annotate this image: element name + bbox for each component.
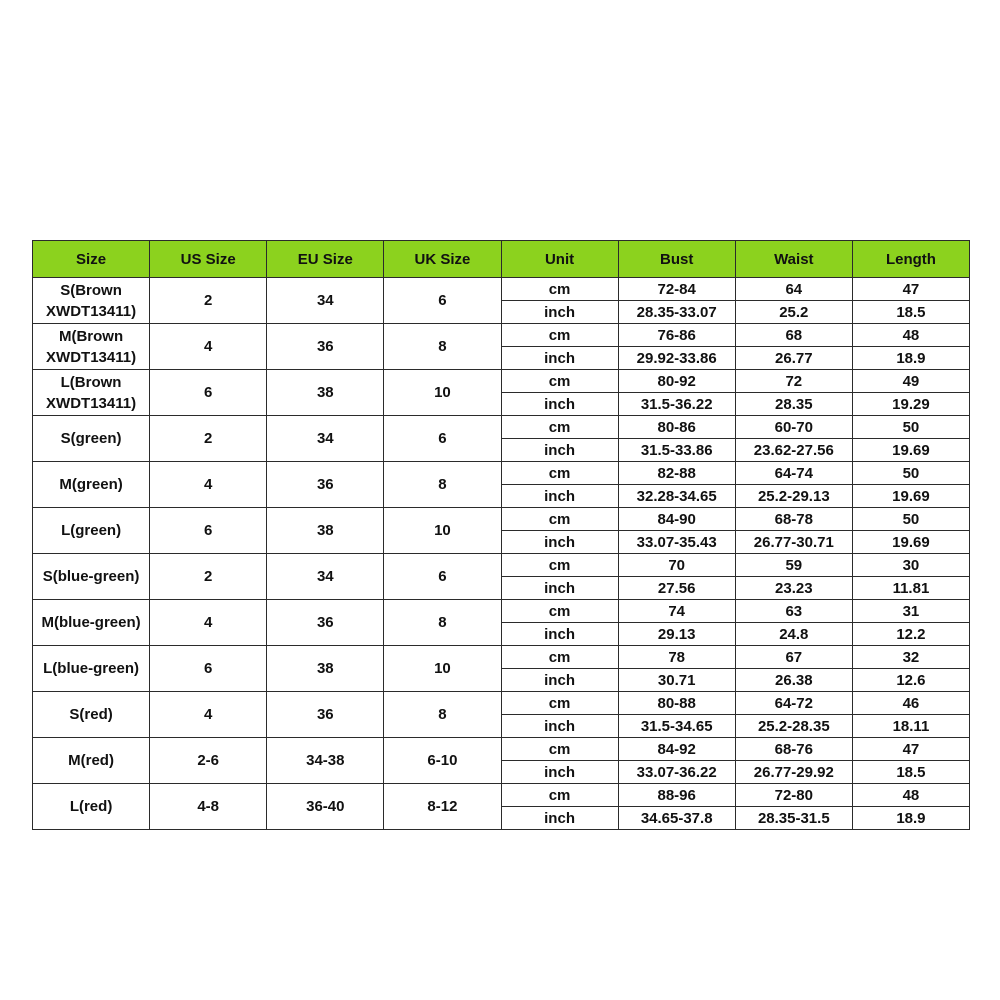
waist-cell: 68-78 (735, 508, 852, 531)
size-cell: M(Brown XWDT13411) (33, 324, 150, 370)
waist-cell: 64 (735, 278, 852, 301)
bust-cell: 76-86 (618, 324, 735, 347)
us-size-cell: 4 (150, 692, 267, 738)
unit-cell: cm (501, 508, 618, 531)
unit-cell: inch (501, 577, 618, 600)
eu-size-cell: 34-38 (267, 738, 384, 784)
bust-cell: 28.35-33.07 (618, 301, 735, 324)
length-cell: 18.11 (852, 715, 969, 738)
eu-size-cell: 34 (267, 416, 384, 462)
size-cell: L(red) (33, 784, 150, 830)
uk-size-cell: 8 (384, 462, 501, 508)
bust-cell: 70 (618, 554, 735, 577)
eu-size-cell: 36-40 (267, 784, 384, 830)
us-size-cell: 2 (150, 554, 267, 600)
header-eu-size: EU Size (267, 241, 384, 278)
unit-cell: inch (501, 669, 618, 692)
table-row (33, 324, 970, 347)
uk-size-cell: 10 (384, 646, 501, 692)
header-us-size: US Size (150, 241, 267, 278)
unit-cell: cm (501, 324, 618, 347)
uk-size-cell: 8 (384, 692, 501, 738)
length-cell: 18.9 (852, 807, 969, 830)
us-size-cell: 2-6 (150, 738, 267, 784)
unit-cell: cm (501, 462, 618, 485)
unit-cell: cm (501, 692, 618, 715)
bust-cell: 80-92 (618, 370, 735, 393)
header-unit: Unit (501, 241, 618, 278)
length-cell: 46 (852, 692, 969, 715)
bust-cell: 29.13 (618, 623, 735, 646)
waist-cell: 59 (735, 554, 852, 577)
us-size-cell: 4-8 (150, 784, 267, 830)
length-cell: 49 (852, 370, 969, 393)
size-cell: M(green) (33, 462, 150, 508)
us-size-cell: 6 (150, 646, 267, 692)
header-waist: Waist (735, 241, 852, 278)
length-cell: 18.5 (852, 761, 969, 784)
bust-cell: 31.5-33.86 (618, 439, 735, 462)
length-cell: 50 (852, 416, 969, 439)
unit-cell: cm (501, 784, 618, 807)
length-cell: 12.2 (852, 623, 969, 646)
table-row (33, 370, 970, 393)
uk-size-cell: 6 (384, 278, 501, 324)
waist-cell: 26.77-29.92 (735, 761, 852, 784)
bust-cell: 74 (618, 600, 735, 623)
unit-cell: inch (501, 715, 618, 738)
us-size-cell: 2 (150, 278, 267, 324)
uk-size-cell: 8 (384, 324, 501, 370)
length-cell: 32 (852, 646, 969, 669)
uk-size-cell: 10 (384, 508, 501, 554)
table-header (33, 241, 970, 278)
waist-cell: 72 (735, 370, 852, 393)
size-cell: S(green) (33, 416, 150, 462)
unit-cell: inch (501, 485, 618, 508)
unit-cell: inch (501, 439, 618, 462)
size-cell: L(blue-green) (33, 646, 150, 692)
bust-cell: 30.71 (618, 669, 735, 692)
waist-cell: 24.8 (735, 623, 852, 646)
eu-size-cell: 38 (267, 508, 384, 554)
unit-cell: inch (501, 347, 618, 370)
unit-cell: cm (501, 554, 618, 577)
waist-cell: 28.35-31.5 (735, 807, 852, 830)
length-cell: 18.5 (852, 301, 969, 324)
table-body (33, 278, 970, 830)
unit-cell: inch (501, 761, 618, 784)
uk-size-cell: 6-10 (384, 738, 501, 784)
bust-cell: 82-88 (618, 462, 735, 485)
header-bust: Bust (618, 241, 735, 278)
bust-cell: 34.65-37.8 (618, 807, 735, 830)
length-cell: 19.69 (852, 531, 969, 554)
waist-cell: 25.2-29.13 (735, 485, 852, 508)
bust-cell: 88-96 (618, 784, 735, 807)
waist-cell: 67 (735, 646, 852, 669)
length-cell: 18.9 (852, 347, 969, 370)
size-cell: L(green) (33, 508, 150, 554)
unit-cell: cm (501, 738, 618, 761)
uk-size-cell: 10 (384, 370, 501, 416)
size-cell: L(Brown XWDT13411) (33, 370, 150, 416)
size-cell: M(blue-green) (33, 600, 150, 646)
us-size-cell: 6 (150, 508, 267, 554)
waist-cell: 60-70 (735, 416, 852, 439)
eu-size-cell: 36 (267, 324, 384, 370)
length-cell: 19.69 (852, 485, 969, 508)
size-cell: S(Brown XWDT13411) (33, 278, 150, 324)
eu-size-cell: 34 (267, 278, 384, 324)
unit-cell: cm (501, 600, 618, 623)
length-cell: 48 (852, 784, 969, 807)
table-row (33, 462, 970, 485)
size-cell: S(blue-green) (33, 554, 150, 600)
eu-size-cell: 38 (267, 646, 384, 692)
waist-cell: 63 (735, 600, 852, 623)
unit-cell: cm (501, 278, 618, 301)
table-row (33, 646, 970, 669)
waist-cell: 26.77-30.71 (735, 531, 852, 554)
bust-cell: 31.5-34.65 (618, 715, 735, 738)
length-cell: 47 (852, 738, 969, 761)
length-cell: 31 (852, 600, 969, 623)
length-cell: 50 (852, 462, 969, 485)
waist-cell: 28.35 (735, 393, 852, 416)
header-length: Length (852, 241, 969, 278)
waist-cell: 23.62-27.56 (735, 439, 852, 462)
eu-size-cell: 36 (267, 692, 384, 738)
unit-cell: inch (501, 301, 618, 324)
bust-cell: 80-86 (618, 416, 735, 439)
uk-size-cell: 8 (384, 600, 501, 646)
us-size-cell: 4 (150, 324, 267, 370)
uk-size-cell: 6 (384, 416, 501, 462)
length-cell: 50 (852, 508, 969, 531)
bust-cell: 84-90 (618, 508, 735, 531)
bust-cell: 33.07-36.22 (618, 761, 735, 784)
table-row (33, 738, 970, 761)
length-cell: 30 (852, 554, 969, 577)
length-cell: 11.81 (852, 577, 969, 600)
length-cell: 19.69 (852, 439, 969, 462)
unit-cell: cm (501, 370, 618, 393)
table-row (33, 692, 970, 715)
waist-cell: 25.2 (735, 301, 852, 324)
unit-cell: inch (501, 807, 618, 830)
bust-cell: 29.92-33.86 (618, 347, 735, 370)
waist-cell: 72-80 (735, 784, 852, 807)
size-chart-table (32, 240, 970, 830)
eu-size-cell: 38 (267, 370, 384, 416)
table-row (33, 554, 970, 577)
bust-cell: 84-92 (618, 738, 735, 761)
us-size-cell: 2 (150, 416, 267, 462)
unit-cell: cm (501, 646, 618, 669)
bust-cell: 72-84 (618, 278, 735, 301)
eu-size-cell: 36 (267, 462, 384, 508)
waist-cell: 26.38 (735, 669, 852, 692)
eu-size-cell: 36 (267, 600, 384, 646)
waist-cell: 64-72 (735, 692, 852, 715)
size-cell: S(red) (33, 692, 150, 738)
length-cell: 19.29 (852, 393, 969, 416)
unit-cell: inch (501, 623, 618, 646)
bust-cell: 78 (618, 646, 735, 669)
length-cell: 48 (852, 324, 969, 347)
length-cell: 47 (852, 278, 969, 301)
bust-cell: 80-88 (618, 692, 735, 715)
waist-cell: 23.23 (735, 577, 852, 600)
header-size: Size (33, 241, 150, 278)
us-size-cell: 6 (150, 370, 267, 416)
waist-cell: 26.77 (735, 347, 852, 370)
table-row (33, 784, 970, 807)
us-size-cell: 4 (150, 462, 267, 508)
waist-cell: 64-74 (735, 462, 852, 485)
us-size-cell: 4 (150, 600, 267, 646)
unit-cell: inch (501, 393, 618, 416)
table-row (33, 508, 970, 531)
eu-size-cell: 34 (267, 554, 384, 600)
unit-cell: cm (501, 416, 618, 439)
header-row (33, 241, 970, 278)
size-cell: M(red) (33, 738, 150, 784)
length-cell: 12.6 (852, 669, 969, 692)
waist-cell: 25.2-28.35 (735, 715, 852, 738)
waist-cell: 68-76 (735, 738, 852, 761)
bust-cell: 31.5-36.22 (618, 393, 735, 416)
table-row (33, 416, 970, 439)
waist-cell: 68 (735, 324, 852, 347)
bust-cell: 33.07-35.43 (618, 531, 735, 554)
table-row (33, 600, 970, 623)
unit-cell: inch (501, 531, 618, 554)
bust-cell: 32.28-34.65 (618, 485, 735, 508)
uk-size-cell: 6 (384, 554, 501, 600)
uk-size-cell: 8-12 (384, 784, 501, 830)
table-row (33, 278, 970, 301)
bust-cell: 27.56 (618, 577, 735, 600)
header-uk-size: UK Size (384, 241, 501, 278)
